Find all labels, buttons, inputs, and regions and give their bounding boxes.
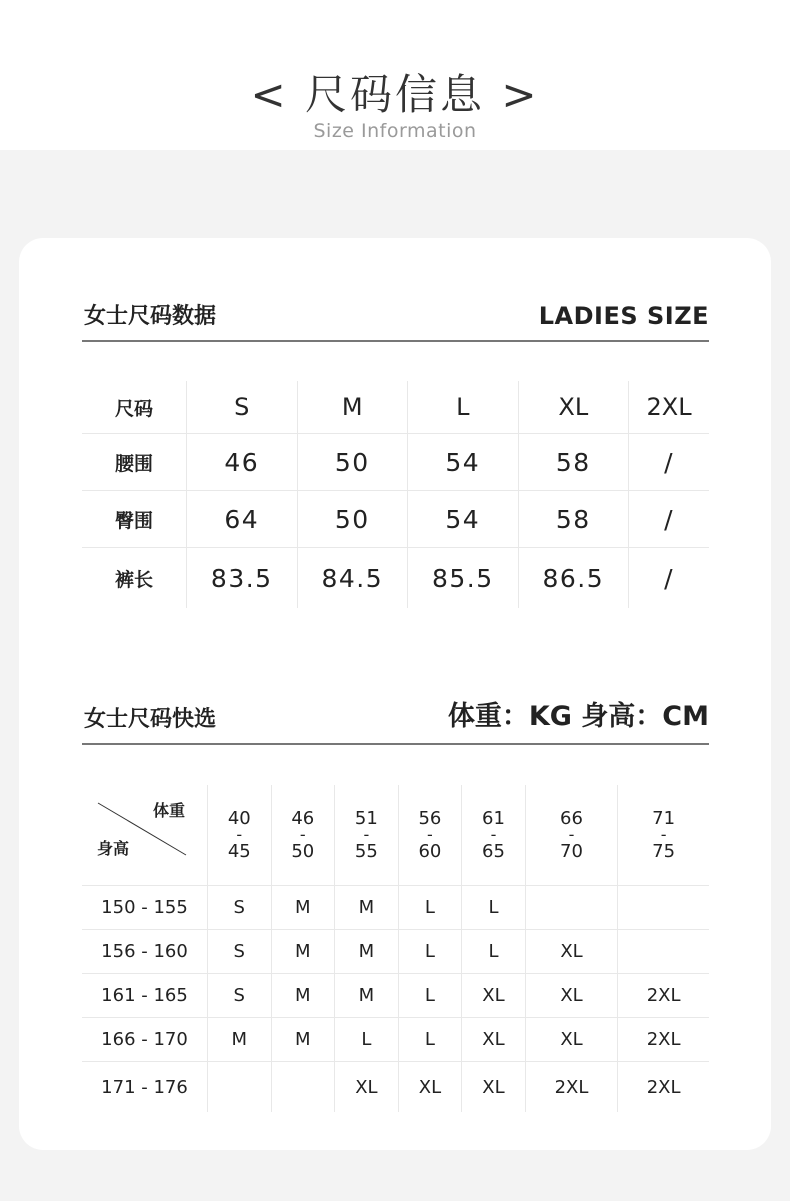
size-col-header: L bbox=[408, 381, 519, 434]
table-cell: 83.5 bbox=[187, 548, 298, 609]
table-cell: 58 bbox=[518, 491, 629, 548]
table-cell: M bbox=[335, 974, 399, 1018]
page-title: < 尺码信息 > bbox=[250, 70, 540, 119]
table-row bbox=[82, 434, 709, 491]
size-col-header: 尺码 bbox=[82, 381, 187, 434]
size-col-header: S bbox=[187, 381, 298, 434]
table-cell: XL bbox=[398, 1062, 462, 1113]
corner-height-label: 身高 bbox=[97, 839, 130, 858]
table-cell bbox=[525, 886, 618, 930]
size-section-title-en: LADIES SIZE bbox=[538, 302, 709, 330]
table-cell: 64 bbox=[187, 491, 298, 548]
weight-range-header: 46 - 50 bbox=[271, 785, 335, 886]
table-row bbox=[82, 930, 709, 974]
table-cell: M bbox=[271, 886, 335, 930]
table-cell: XL bbox=[525, 930, 618, 974]
table-row bbox=[82, 491, 709, 548]
table-cell: 2XL bbox=[618, 1018, 709, 1062]
table-cell: 54 bbox=[408, 491, 519, 548]
height-range: 150 - 155 bbox=[82, 886, 208, 930]
size-table bbox=[82, 381, 709, 608]
table-row bbox=[82, 1018, 709, 1062]
table-cell: M bbox=[271, 930, 335, 974]
table-cell: M bbox=[208, 1018, 272, 1062]
table-cell: XL bbox=[462, 1018, 526, 1062]
table-cell: 46 bbox=[187, 434, 298, 491]
table-cell: 2XL bbox=[618, 974, 709, 1018]
table-row bbox=[82, 886, 709, 930]
table-cell: S bbox=[208, 930, 272, 974]
height-range: 171 - 176 bbox=[101, 1076, 188, 1098]
table-cell: 85.5 bbox=[408, 548, 519, 609]
weight-range-header: 71 - 75 bbox=[618, 785, 709, 886]
table-cell: S bbox=[208, 886, 272, 930]
height-range: 166 - 170 bbox=[82, 1018, 208, 1062]
table-cell: 50 bbox=[297, 491, 408, 548]
table-cell: / bbox=[629, 548, 709, 609]
table-cell: M bbox=[271, 1018, 335, 1062]
row-label: 臀围 bbox=[82, 491, 187, 548]
size-table-header-row bbox=[82, 381, 709, 434]
quick-section-header bbox=[82, 703, 709, 745]
quick-section-title: 女士尺码快选 bbox=[84, 707, 217, 732]
table-cell: XL bbox=[525, 974, 618, 1018]
table-cell: L bbox=[398, 930, 462, 974]
row-label: 裤长 bbox=[114, 568, 153, 591]
table-cell bbox=[271, 1062, 335, 1113]
table-cell: M bbox=[335, 930, 399, 974]
unit-note: 体重：KG 身高：CM bbox=[447, 701, 709, 732]
table-row bbox=[82, 1062, 709, 1113]
weight-range-header: 56 - 60 bbox=[398, 785, 462, 886]
table-cell: L bbox=[398, 974, 462, 1018]
row-label: 腰围 bbox=[82, 434, 187, 491]
table-cell bbox=[208, 1062, 272, 1113]
size-col-header: XL bbox=[518, 381, 629, 434]
table-cell: L bbox=[398, 1018, 462, 1062]
table-cell: L bbox=[398, 886, 462, 930]
table-row bbox=[82, 974, 709, 1018]
page-subtitle: Size Information bbox=[313, 120, 477, 142]
table-cell: / bbox=[629, 491, 709, 548]
corner-cell bbox=[82, 785, 208, 886]
table-cell: 2XL bbox=[618, 1062, 709, 1113]
size-card bbox=[19, 238, 771, 1150]
table-cell: S bbox=[208, 974, 272, 1018]
table-row bbox=[82, 548, 709, 609]
table-cell: L bbox=[462, 886, 526, 930]
table-cell: XL bbox=[525, 1018, 618, 1062]
table-cell bbox=[618, 930, 709, 974]
table-cell: M bbox=[271, 974, 335, 1018]
table-cell: L bbox=[335, 1018, 399, 1062]
weight-range-header: 40 - 45 bbox=[208, 785, 272, 886]
table-cell: 50 bbox=[297, 434, 408, 491]
table-cell: XL bbox=[462, 974, 526, 1018]
height-range: 161 - 165 bbox=[82, 974, 208, 1018]
diagonal-divider bbox=[82, 785, 207, 885]
height-range: 156 - 160 bbox=[82, 930, 208, 974]
table-cell: 84.5 bbox=[297, 548, 408, 609]
weight-range-header: 51 - 55 bbox=[335, 785, 399, 886]
table-cell: 86.5 bbox=[518, 548, 629, 609]
header-band bbox=[0, 0, 790, 150]
table-cell: XL bbox=[335, 1062, 399, 1113]
weight-range-header: 66 - 70 bbox=[525, 785, 618, 886]
size-col-header: 2XL bbox=[629, 381, 709, 434]
size-col-header: M bbox=[297, 381, 408, 434]
weight-range-header: 61 - 65 bbox=[462, 785, 526, 886]
table-cell: L bbox=[462, 930, 526, 974]
corner-weight-label: 体重 bbox=[152, 801, 185, 820]
table-cell: 2XL bbox=[525, 1062, 618, 1113]
table-cell: XL bbox=[462, 1062, 526, 1113]
table-cell: / bbox=[629, 434, 709, 491]
table-cell: M bbox=[335, 886, 399, 930]
table-cell bbox=[618, 886, 709, 930]
table-cell: 58 bbox=[518, 434, 629, 491]
table-cell: 54 bbox=[408, 434, 519, 491]
quick-select-table bbox=[82, 785, 709, 1112]
size-section-title: 女士尺码数据 bbox=[84, 304, 217, 329]
quick-table-header-row bbox=[82, 785, 709, 886]
size-section-header bbox=[82, 300, 709, 342]
